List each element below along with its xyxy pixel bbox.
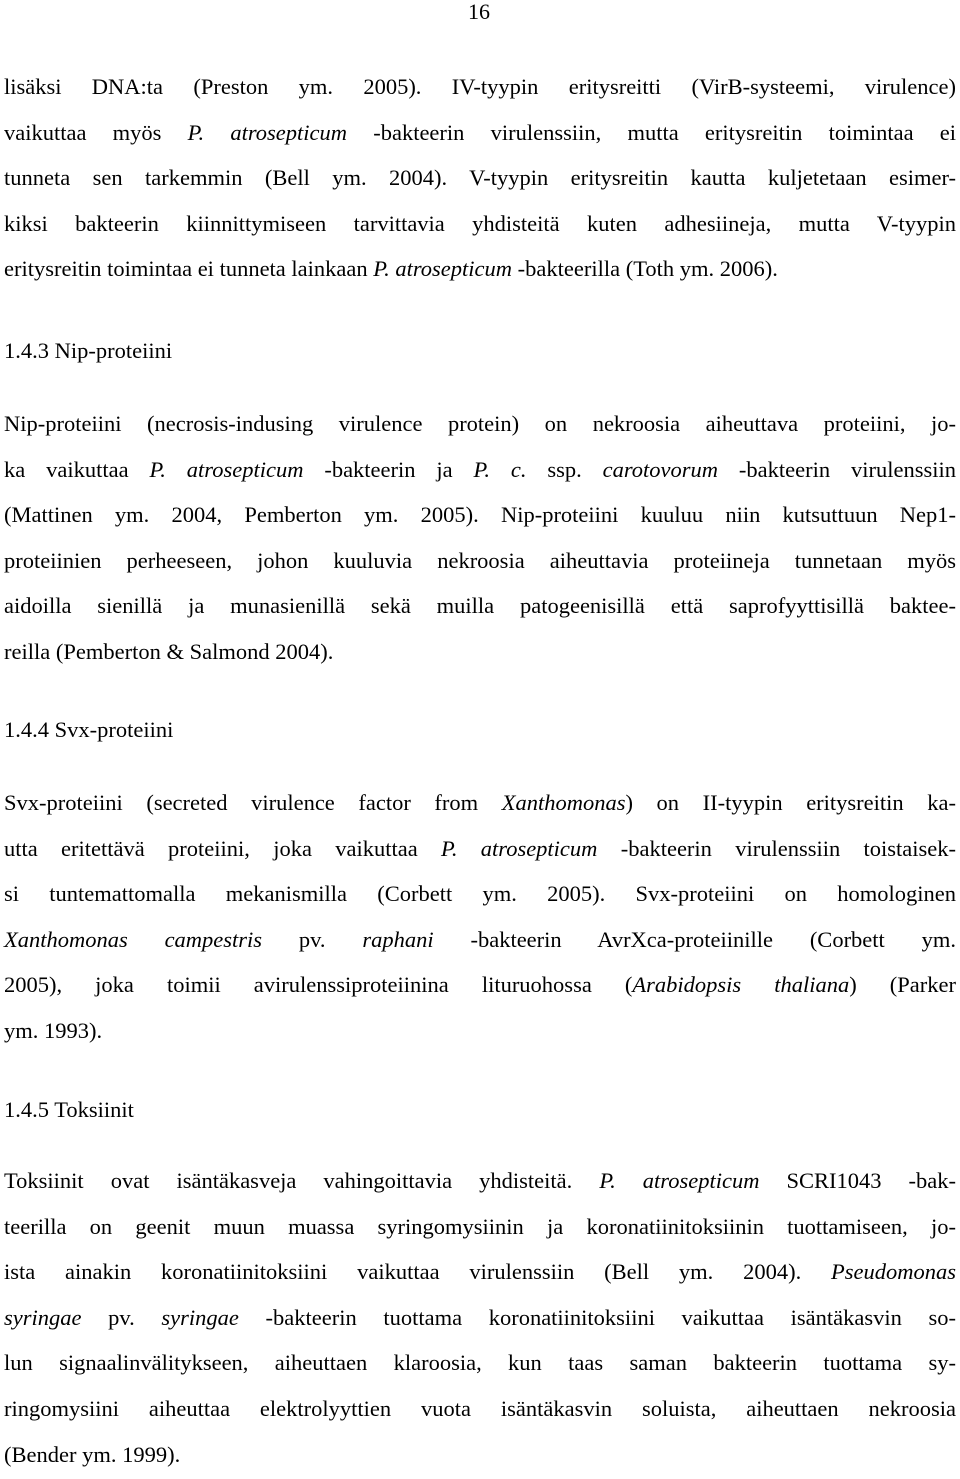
section-heading-nip-protein: 1.4.3 Nip-proteiini [4, 338, 173, 363]
text-line [4, 201, 956, 247]
text-segment: Toksiinit ovat isäntäkasveja vahingoittavia yhdisteitä. [4, 1168, 600, 1193]
paragraph-type-iv-v-secretion [4, 64, 956, 292]
text-line [4, 538, 956, 584]
italic-text: syringae [161, 1304, 239, 1330]
text-segment: aidoilla sienillä ja munasienillä sekä muilla patogeenisillä että saprofyyttisillä baktee- [4, 593, 956, 619]
paragraph-toxins [4, 1158, 956, 1477]
italic-text: raphani [362, 926, 434, 952]
text-line [4, 1249, 956, 1295]
text-line [4, 64, 956, 110]
text-line [4, 780, 956, 826]
text-line [4, 447, 956, 493]
italic-text: P. atrosepticum [441, 835, 598, 861]
paragraph-nip-protein [4, 401, 956, 675]
text-line [4, 1386, 956, 1432]
text-line [4, 826, 956, 872]
text-segment: ringomysiini aiheuttaa elektrolyyttien vuota isäntäkasvin soluista, aiheuttaen nekroosia [4, 1395, 956, 1421]
section-heading-svx-protein: 1.4.4 Svx-proteiini [4, 717, 174, 742]
text-segment: pv. [262, 926, 363, 952]
italic-text: Xanthomonas campestris [4, 926, 263, 952]
text-segment: Svx-proteiini (secreted virulence factor from [4, 790, 502, 815]
text-line [4, 1008, 956, 1054]
italic-text: Pseudomonas [831, 1259, 956, 1285]
text-segment: ka vaikuttaa [4, 456, 150, 482]
text-segment: -bakteerin AvrXca-proteiinille (Corbett ym. [433, 926, 956, 952]
text-segment: (Bender ym. 1999). [4, 1441, 181, 1467]
italic-text: P. atrosepticum [373, 256, 513, 282]
text-segment: -bakteerin virulenssiin [718, 456, 956, 482]
text-segment: -bakteerin tuottama koronatiinitoksiini vaikuttaa isäntäkasvin so- [238, 1304, 956, 1330]
italic-text: Xanthomonas [501, 790, 626, 815]
paragraph-svx-protein [4, 780, 956, 1054]
text-segment: si tuntemattomalla mekanismilla (Corbett ym. 2005). Svx-proteiini on homologinen [4, 881, 956, 907]
text-line [4, 110, 956, 156]
text-segment: vaikuttaa myös [4, 119, 188, 145]
text-line [4, 1340, 956, 1386]
text-line [4, 1295, 956, 1341]
italic-text: P. c. [473, 456, 527, 482]
italic-text: Arabidopsis thaliana [632, 972, 850, 998]
text-segment: ssp. [526, 456, 603, 482]
text-segment: ) on II-tyypin eritysreitin ka- [625, 790, 956, 815]
text-segment: ista ainakin koronatiinitoksiini vaikuttaa virulenssiin (Bell ym. 2004). [4, 1259, 831, 1285]
text-segment: -bakteerilla (Toth ym. 2006). [512, 256, 778, 282]
text-segment: kiksi bakteerin kiinnittymiseen tarvittavia yhdisteitä kuten adhesiineja, mutta V-tyypin [4, 210, 956, 236]
text-segment: lun signaalinvälitykseen, aiheuttaen klaroosia, kun taas saman bakteerin tuottama sy- [4, 1350, 956, 1376]
text-segment: lisäksi DNA:ta (Preston ym. 2005). IV-tyypin eritysreitti (VirB-systeemi, virulence) [4, 74, 956, 99]
text-line [4, 962, 956, 1008]
text-line [4, 629, 956, 675]
text-line [4, 1204, 956, 1250]
text-line [4, 401, 956, 447]
section-heading-toxins: 1.4.5 Toksiinit [4, 1097, 134, 1122]
text-segment: utta eritettävä proteiini, joka vaikuttaa [4, 835, 441, 861]
text-line [4, 1158, 956, 1204]
text-line [4, 155, 956, 201]
text-line [4, 583, 956, 629]
text-segment: teerilla on geenit muun muassa syringomysiinin ja koronatiinitoksiinin tuottamiseen, jo- [4, 1213, 956, 1239]
italic-text: P. atrosepticum [149, 456, 304, 482]
italic-text: syringae [4, 1304, 82, 1330]
text-segment: ) (Parker [849, 972, 956, 998]
text-line [4, 246, 956, 292]
text-segment: (Mattinen ym. 2004, Pemberton ym. 2005). Nip-proteiini kuuluu niin kutsuttuun Nep1- [4, 502, 956, 528]
page-number: 16 [468, 0, 490, 24]
italic-text: P. atrosepticum [599, 1168, 760, 1193]
text-segment: -bakteerin virulenssiin, mutta eritysreitin toimintaa ei [347, 119, 957, 145]
text-segment: pv. [81, 1304, 162, 1330]
text-segment: tunneta sen tarkemmin (Bell ym. 2004). V-tyypin eritysreitin kautta kuljetetaan esimer- [4, 165, 956, 191]
text-segment: proteiinien perheeseen, johon kuuluvia nekroosia aiheuttavia proteiineja tunnetaan myös [4, 547, 956, 573]
text-segment: reilla (Pemberton & Salmond 2004). [4, 638, 334, 664]
text-segment: eritysreitin toimintaa ei tunneta lainkaan [4, 256, 374, 282]
text-segment: -bakteerin ja [303, 456, 474, 482]
text-line [4, 917, 956, 963]
text-segment: -bakteerin virulenssiin toistaisek- [597, 835, 956, 861]
text-line [4, 871, 956, 917]
text-segment: SCRI1043 -bak- [759, 1168, 957, 1193]
text-line [4, 492, 956, 538]
italic-text: carotovorum [602, 456, 719, 482]
text-segment: 2005), joka toimii avirulenssiproteiinina lituruohossa ( [4, 972, 633, 998]
text-line [4, 1432, 956, 1478]
text-segment: ym. 1993). [4, 1017, 103, 1043]
text-segment: Nip-proteiini (necrosis-indusing virulence protein) on nekroosia aiheuttava proteiini, jo- [4, 411, 956, 436]
italic-text: P. atrosepticum [187, 119, 347, 145]
